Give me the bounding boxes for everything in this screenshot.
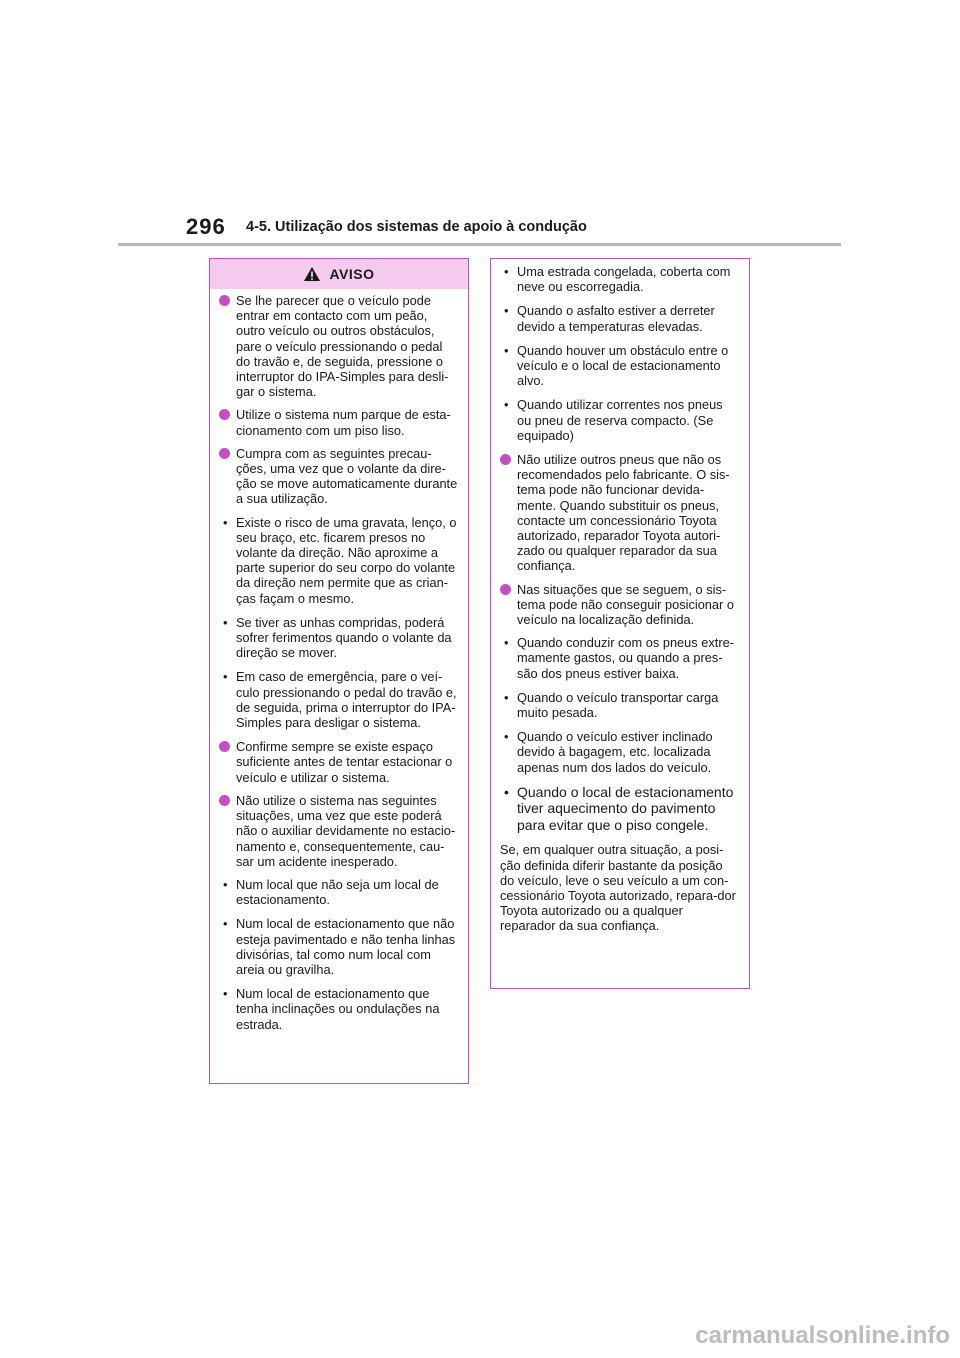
item-text: Uma estrada congelada, coberta com neve ou escorregadia. <box>517 264 731 295</box>
item-text: Quando o veículo estiver inclinado devido à bagagem, etc. localizada apenas num dos lados do veículo. <box>517 729 713 775</box>
bullet-icon: • <box>504 303 509 319</box>
sub-list-item <box>219 986 459 1032</box>
paragraph <box>500 842 740 933</box>
bullet-icon: • <box>223 614 228 630</box>
bullet-icon: • <box>223 986 228 1002</box>
page-number: 296 <box>186 214 226 239</box>
bullet-icon: • <box>504 783 509 800</box>
item-text: Num local de estacionamento que não esteja pavimentado e não tenha linhas divisórias, tal como num local com areia ou gravilha. <box>236 916 456 977</box>
item-text: Em caso de emergência, pare o veí-culo pressionando o pedal do travão e, de seguida, prima o interruptor do IPA-Simples para desligar o sistema. <box>236 669 457 731</box>
sub-list-item <box>500 264 740 294</box>
bullet-dot-icon <box>219 795 230 806</box>
sub-list-item <box>219 515 459 606</box>
bullet-dot-icon <box>219 409 230 420</box>
bullet-icon: • <box>223 876 228 892</box>
warning-triangle-icon <box>303 266 321 282</box>
sub-list-item <box>219 916 459 977</box>
dot-list-item <box>500 452 740 574</box>
sub-list-item <box>219 615 459 661</box>
dot-list-item <box>500 582 740 628</box>
bullet-icon: • <box>504 635 509 651</box>
bullet-icon: • <box>504 264 509 279</box>
sub-list-item <box>500 397 740 443</box>
sub-list-item <box>500 343 740 389</box>
bullet-icon: • <box>223 916 228 932</box>
item-text: Nas situações que se seguem, o sis-tema pode não conseguir posicionar o veículo na localização definida. <box>517 581 734 628</box>
item-text: Quando conduzir com os pneus extre-mamente gastos, ou quando a pres-são dos pneus estiver baixa. <box>517 635 734 681</box>
item-text: Confirme sempre se existe espaço suficiente antes de tentar estacionar o veículo e utilizar o sistema. <box>236 739 453 785</box>
warning-box-left <box>209 258 469 1084</box>
item-text: Quando o local de estacionamento tiver aquecimento do pavimento para evitar que o piso congele. <box>517 783 734 833</box>
bullet-icon: • <box>223 514 228 530</box>
warning-body-left <box>210 289 468 1032</box>
watermark-logo: carmanualsonline.info <box>695 1322 950 1349</box>
bullet-dot-icon <box>219 295 230 306</box>
bullet-icon: • <box>223 669 228 685</box>
dot-list-item <box>219 293 459 399</box>
dot-list-item <box>219 407 459 437</box>
dot-list-item <box>219 739 459 785</box>
item-text: Não utilize o sistema nas seguintes situações, uma vez que este poderá não o auxiliar devidamente no estacio-namento e, consequentemente, cau-sar um acidente inesperado. <box>236 792 456 869</box>
item-text: Se, em qualquer outra situação, a posi-ção definida diferir bastante da posição do veículo, leve o seu veículo a um con-cessionário Toyota autorizado, repara-dor Toyota autorizado ou a qualquer reparador da sua confiança. <box>500 842 736 934</box>
header-rule <box>118 243 841 246</box>
item-text: Não utilize outros pneus que não os recomendados pelo fabricante. O sis-tema pode não funcionar devida-mente. Quando substituir os pneus, contacte um concessionário Toyota autorizado, reparador Toyota autori-zado ou qualquer reparador da sua confiança. <box>517 452 730 574</box>
sub-list-item <box>500 690 740 720</box>
bullet-dot-icon <box>500 454 511 465</box>
item-text: Quando o asfalto estiver a derreter devido a temperaturas elevadas. <box>517 303 715 334</box>
sub-list-item <box>500 729 740 775</box>
item-text: Num local que não seja um local de estacionamento. <box>236 876 439 908</box>
item-text: Quando houver um obstáculo entre o veículo e o local de estacionamento alvo. <box>517 342 729 389</box>
item-text: Num local de estacionamento que tenha inclinações ou ondulações na estrada. <box>236 986 440 1032</box>
sub-list-item <box>500 303 740 333</box>
bullet-icon: • <box>504 397 509 413</box>
bullet-icon: • <box>504 729 509 745</box>
item-text: Quando o veículo transportar carga muito pesada. <box>517 689 719 721</box>
sub-list-item <box>219 877 459 907</box>
dot-list-item <box>219 793 459 869</box>
warning-header <box>210 259 468 289</box>
item-text: Se lhe parecer que o veículo pode entrar em contacto com um peão, outro veículo ou outros obstáculos, pare o veículo pressionando o pedal do travão e, de seguida, pressione o interruptor do IPA-Simples para desli-gar o sistema. <box>236 293 449 400</box>
warning-box-right <box>490 258 750 989</box>
item-text: Utilize o sistema num parque de esta-cionamento com um piso liso. <box>236 407 451 438</box>
sub-list-item <box>219 669 459 730</box>
sub-list-item <box>500 784 740 834</box>
bullet-dot-icon <box>500 584 511 595</box>
bullet-dot-icon <box>219 741 230 752</box>
sub-list-item <box>500 635 740 681</box>
section-title: 4-5. Utilização dos sistemas de apoio à condução <box>246 219 587 235</box>
item-text: Existe o risco de uma gravata, lenço, o seu braço, etc. ficarem presos no volante da direção. Não aproxime a parte superior do seu corpo do volante da direção nem permite que as crian-ças façam o mesmo. <box>236 514 457 606</box>
item-text: Cumpra com as seguintes precau-ções, uma vez que o volante da dire-ção se move automaticamente durante a sua utilização. <box>236 445 458 507</box>
warning-title: AVISO <box>329 266 375 282</box>
bullet-icon: • <box>504 689 509 705</box>
bullet-icon: • <box>504 342 509 358</box>
bullet-dot-icon <box>219 448 230 459</box>
warning-body-right <box>491 259 749 934</box>
item-text: Quando utilizar correntes nos pneus ou pneu de reserva compacto. (Se equipado) <box>517 397 723 443</box>
dot-list-item <box>219 446 459 507</box>
item-text: Se tiver as unhas compridas, poderá sofrer ferimentos quando o volante da direção se mover. <box>236 614 452 661</box>
